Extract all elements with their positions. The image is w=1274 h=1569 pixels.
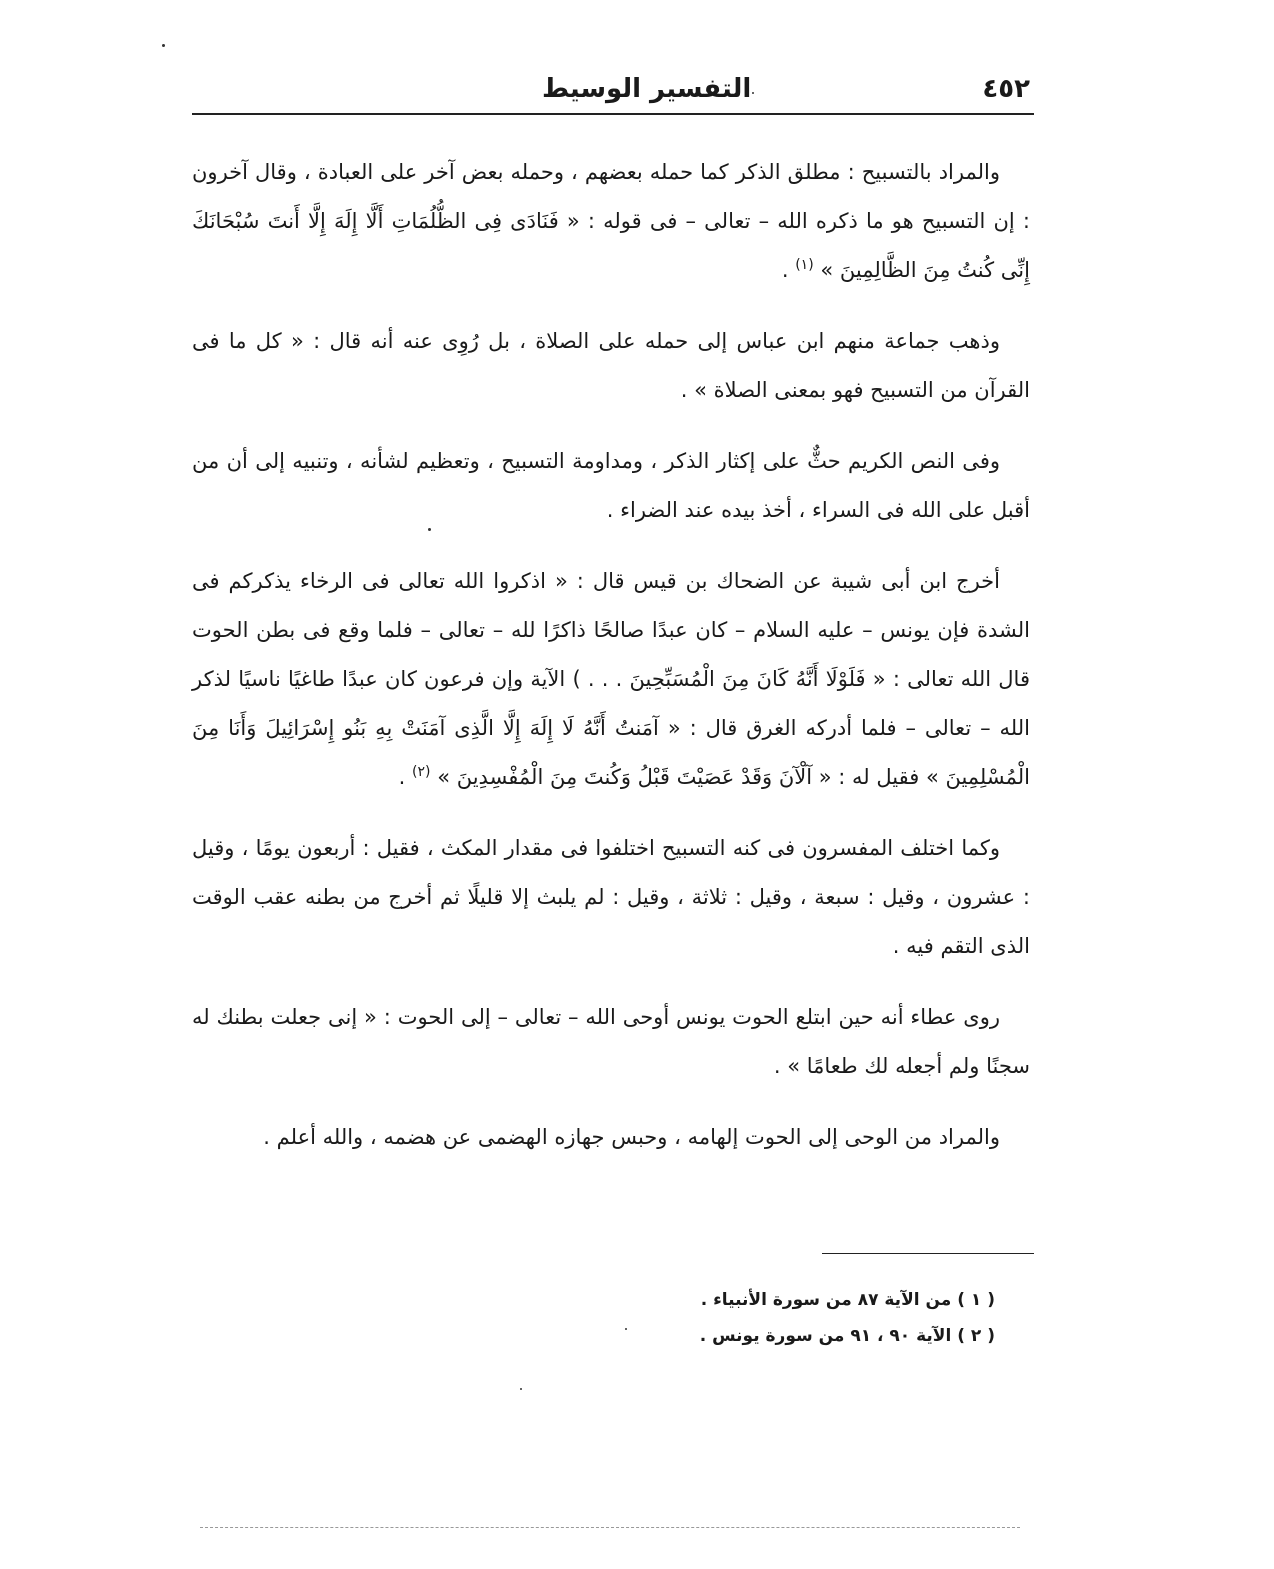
paragraph: وذهب جماعة منهم ابن عباس إلى حمله على الصلاة ، بل رُوِى عنه أنه قال : « كل ما فى القرآن من التسبيح فهو بمعنى الصلاة » . <box>192 329 1030 402</box>
paragraph: وكما اختلف المفسرون فى كنه التسبيح اختلفوا فى مقدار المكث ، فقيل : أربعون يومًا ، وقيل : عشرون ، وقيل : سبعة ، وقيل : ثلاثة ، وقيل : لم يلبث إلا قليلًا ثم أخرج من بطنه عقب الوقت الذى التقم فيه . <box>192 836 1030 958</box>
scan-speck <box>162 44 165 47</box>
scan-speck <box>752 92 754 94</box>
paragraph: والمراد بالتسبيح : مطلق الذكر كما حمله بعضهم ، وحمله بعض آخر على العبادة ، وقال آخرون : إن التسبيح هو ما ذكره الله – تعالى – فى قوله : « فَنَادَى فِى الظُّلُمَاتِ أَلَّا إِلَهَ إِلَّا أَنتَ سُبْحَانَكَ إِنِّى كُنتُ مِنَ الظَّالِمِينَ » $^{(١)}$ . <box>192 160 1030 282</box>
footnotes <box>500 1282 995 1354</box>
footnote: ( ٢ ) الآية ٩٠ ، ٩١ من سورة يونس . <box>699 1326 995 1346</box>
footnote: ( ١ ) من الآية ٨٧ من سورة الأنبياء . <box>700 1290 995 1310</box>
scan-speck <box>520 1388 522 1390</box>
footnote-rule <box>822 1253 1034 1254</box>
page-header <box>192 74 1030 110</box>
paragraph: أخرج ابن أبى شيبة عن الضحاك بن قيس قال : « اذكروا الله تعالى فى الرخاء يذكركم فى الشدة فإن يونس – عليه السلام – كان عبدًا صالحًا ذاكرًا لله – تعالى – فلما وقع فى بطن الحوت قال الله تعالى : « فَلَوْلَا أَنَّهُ كَانَ مِنَ الْمُسَبِّحِينَ . . . ) الآية وإن فرعون كان عبدًا طاغيًا ناسيًا لذكر الله – تعالى – فلما أدركه الغرق قال : « آمَنتُ أَنَّهُ لَا إِلَهَ إِلَّا الَّذِى آمَنَتْ بِهِ بَنُو إِسْرَائِيلَ وَأَنَا مِنَ الْمُسْلِمِينَ » فقيل له : « آلْآنَ وَقَدْ عَصَيْتَ قَبْلُ وَكُنتَ مِنَ الْمُفْسِدِينَ » $^{(٢)}$ . <box>192 569 1030 789</box>
body-text <box>192 148 1030 1162</box>
footnote-ref: (٢) <box>412 764 431 780</box>
scan-edge-line <box>200 1527 1020 1528</box>
footnote-ref: (١) <box>795 257 814 273</box>
paragraph: وفى النص الكريم حثٌّ على إكثار الذكر ، ومداومة التسبيح ، وتعظيم لشأنه ، وتنبيه إلى أن من أقبل على الله فى السراء ، أخذ بيده عند الضراء . <box>192 449 1030 522</box>
header-rule <box>192 113 1034 115</box>
paragraph: والمراد من الوحى إلى الحوت إلهامه ، وحبس جهازه الهضمى عن هضمه ، والله أعلم . <box>263 1125 1000 1149</box>
scan-speck <box>625 1328 627 1330</box>
scan-speck <box>428 528 431 531</box>
running-title: التفسير الوسيط <box>542 74 752 104</box>
paragraph: روى عطاء أنه حين ابتلع الحوت يونس أوحى الله – تعالى – إلى الحوت : « إنى جعلت بطنك له سجنًا ولم أجعله لك طعامًا » . <box>192 1005 1030 1078</box>
page-number: ٤٥٢ <box>982 74 1030 104</box>
